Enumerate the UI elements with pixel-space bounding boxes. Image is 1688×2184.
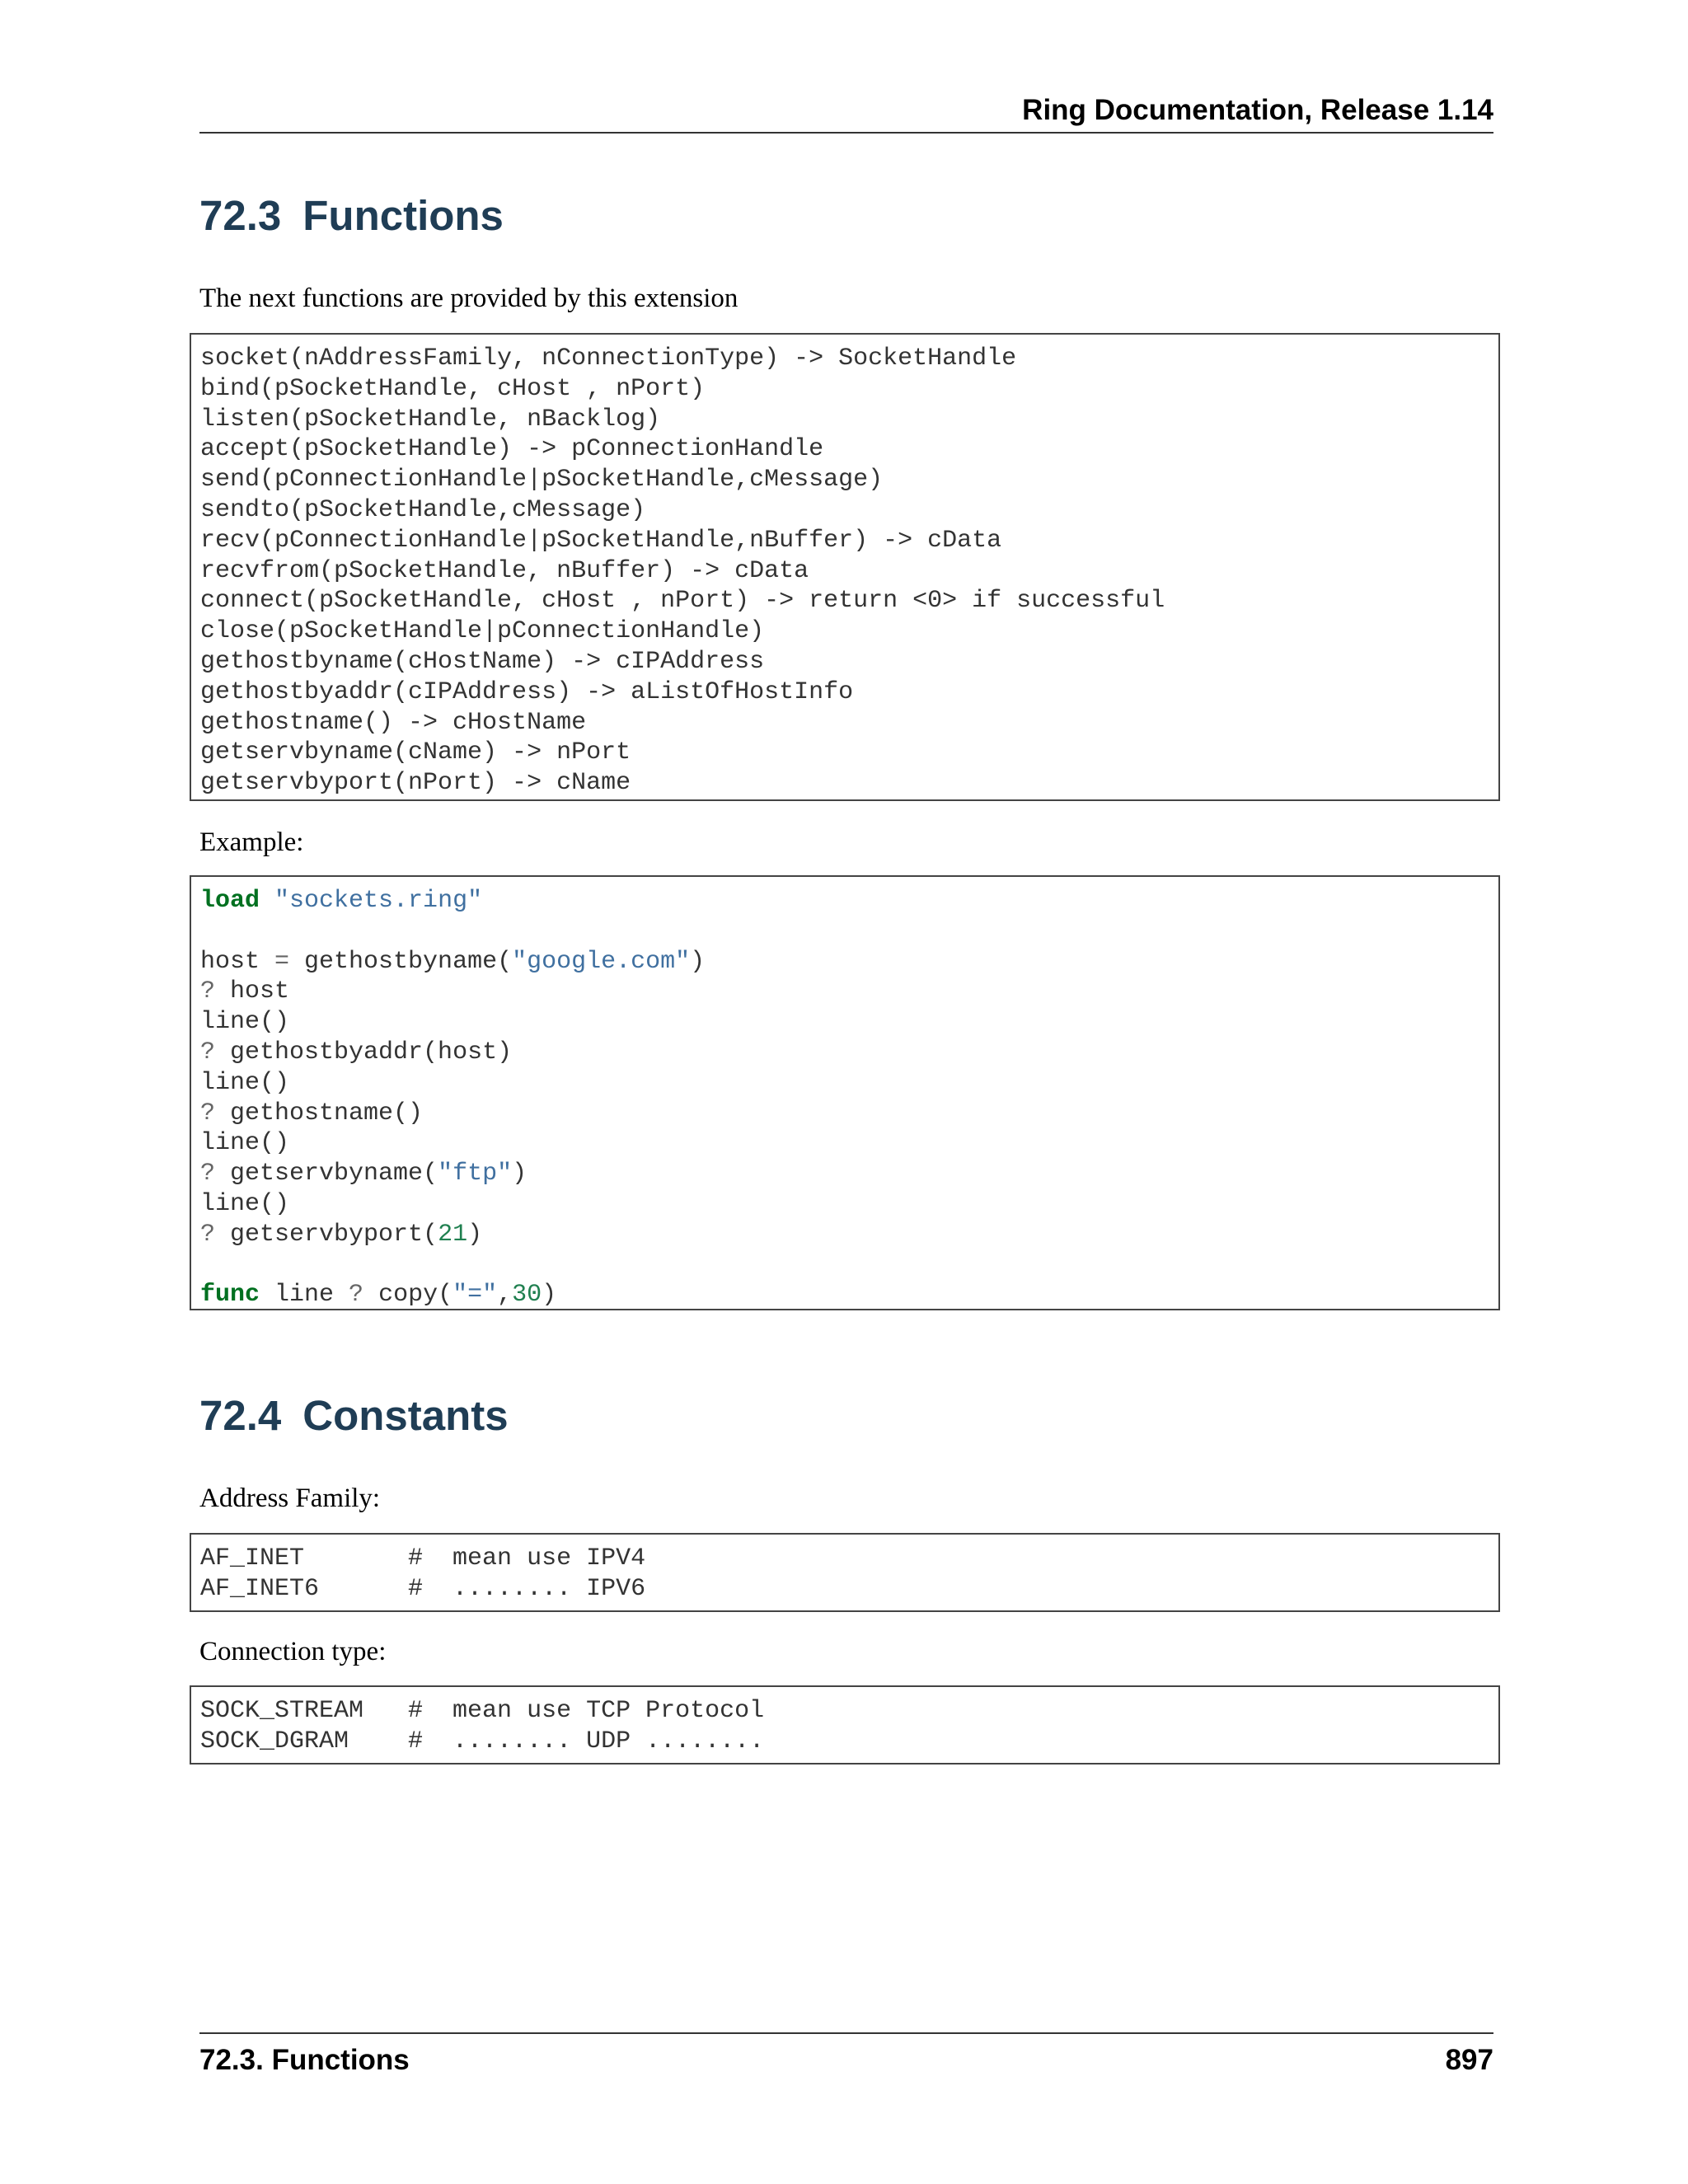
operator: ? — [200, 977, 216, 1006]
code-line-line-call — [200, 1068, 1490, 1099]
operator: ? — [200, 1038, 216, 1066]
call: line() — [200, 1068, 290, 1097]
code-line: getservbyname(cName) -> nPort — [200, 738, 631, 767]
running-header — [199, 89, 1493, 134]
code-line-print-host — [200, 977, 1490, 1007]
code-line-line-call — [200, 1128, 1490, 1159]
example-code-block — [190, 875, 1500, 1310]
operator: ? — [200, 1220, 216, 1249]
connection-type-label: Connection type: — [199, 1637, 387, 1666]
string-literal: "google.com" — [512, 947, 691, 976]
code-line: gethostbyname(cHostName) -> cIPAddress — [200, 647, 765, 676]
code-line: socket(nAddressFamily, nConnectionType) -> SocketHandle — [200, 344, 1017, 373]
code-line-blank — [200, 1250, 1490, 1281]
code-line-line-call — [200, 1189, 1490, 1220]
code-line: bind(pSocketHandle, cHost , nPort) — [200, 374, 706, 403]
call: line() — [200, 1008, 290, 1037]
code-line: SOCK_DGRAM # ........ UDP ........ — [200, 1727, 765, 1755]
code-line: connect(pSocketHandle, cHost , nPort) -> return <0> if successful — [200, 587, 1165, 616]
code-line: SOCK_STREAM # mean use TCP Protocol — [200, 1697, 765, 1725]
section-title: Functions — [302, 192, 504, 239]
string-literal: "=" — [452, 1281, 498, 1310]
document-title: Ring Documentation, Release 1.14 — [1022, 94, 1493, 126]
code-line-print-addr — [200, 1038, 1490, 1068]
operator: = — [274, 947, 290, 976]
code-line: AF_INET # mean use IPV4 — [200, 1544, 646, 1572]
code-line: recv(pConnectionHandle|pSocketHandle,nBuffer) -> cData — [200, 526, 1002, 555]
call: gethostbyaddr(host) — [215, 1038, 513, 1066]
call: copy( — [363, 1281, 453, 1310]
operator: ? — [349, 1281, 364, 1310]
connection-type-code-block — [190, 1685, 1500, 1765]
functions-code-block — [190, 333, 1500, 801]
address-family-code-block — [190, 1533, 1500, 1612]
code-line-print-servbyname — [200, 1159, 1490, 1189]
example-label: Example: — [199, 827, 304, 857]
code-line: send(pConnectionHandle|pSocketHandle,cMessage) — [200, 466, 884, 494]
string-literal: "sockets.ring" — [274, 887, 483, 915]
code-line: close(pSocketHandle|pConnectionHandle) — [200, 617, 765, 646]
call: line() — [200, 1189, 290, 1218]
code-line-print-servbyport — [200, 1220, 1490, 1250]
keyword-load: load — [200, 887, 260, 915]
call: gethostname() — [215, 1099, 424, 1127]
identifier: line — [260, 1281, 349, 1310]
operator: ? — [200, 1160, 216, 1188]
code-line: AF_INET6 # ........ IPV6 — [200, 1574, 646, 1603]
footer-section: 72.3. Functions — [199, 2044, 410, 2076]
section-number: 72.4 — [199, 1392, 282, 1439]
code-line-load — [200, 886, 1490, 916]
string-literal: "ftp" — [438, 1160, 513, 1188]
section-heading-constants — [199, 1391, 509, 1440]
code-line: sendto(pSocketHandle,cMessage) — [200, 495, 646, 524]
number-literal: 30 — [512, 1281, 542, 1310]
section-number: 72.3 — [199, 192, 282, 239]
code-line: gethostname() -> cHostName — [200, 708, 587, 737]
code-line: accept(pSocketHandle) -> pConnectionHandle — [200, 435, 824, 464]
number-literal: 21 — [438, 1220, 468, 1249]
keyword-func: func — [200, 1281, 260, 1310]
code-line: getservbyport(nPort) -> cName — [200, 769, 631, 798]
operator: ? — [200, 1099, 216, 1127]
code-line-host-assign — [200, 947, 1490, 977]
call: line() — [200, 1129, 290, 1158]
paren: ) — [512, 1160, 528, 1188]
paren: ) — [690, 947, 706, 976]
call: gethostbyname( — [289, 947, 513, 976]
code-line: listen(pSocketHandle, nBacklog) — [200, 405, 661, 434]
identifier: host — [215, 977, 290, 1006]
code-line: recvfrom(pSocketHandle, nBuffer) -> cData — [200, 556, 809, 585]
running-footer — [199, 2032, 1493, 2083]
page-number: 897 — [1445, 2044, 1493, 2076]
paren: ) — [542, 1281, 557, 1310]
call: getservbyport( — [215, 1220, 438, 1249]
section-title: Constants — [302, 1392, 509, 1439]
code-line: gethostbyaddr(cIPAddress) -> aListOfHostInfo — [200, 677, 854, 706]
code-line-func-def — [200, 1280, 1490, 1310]
punctuation: , — [497, 1281, 513, 1310]
identifier: host — [200, 947, 275, 976]
section-heading-functions — [199, 191, 504, 240]
code-line-print-hostname — [200, 1099, 1490, 1129]
code-line-blank — [200, 916, 1490, 947]
functions-intro: The next functions are provided by this extension — [199, 284, 738, 313]
paren: ) — [467, 1220, 483, 1249]
call: getservbyname( — [215, 1160, 438, 1188]
address-family-label: Address Family: — [199, 1483, 381, 1513]
code-line-line-call — [200, 1007, 1490, 1038]
